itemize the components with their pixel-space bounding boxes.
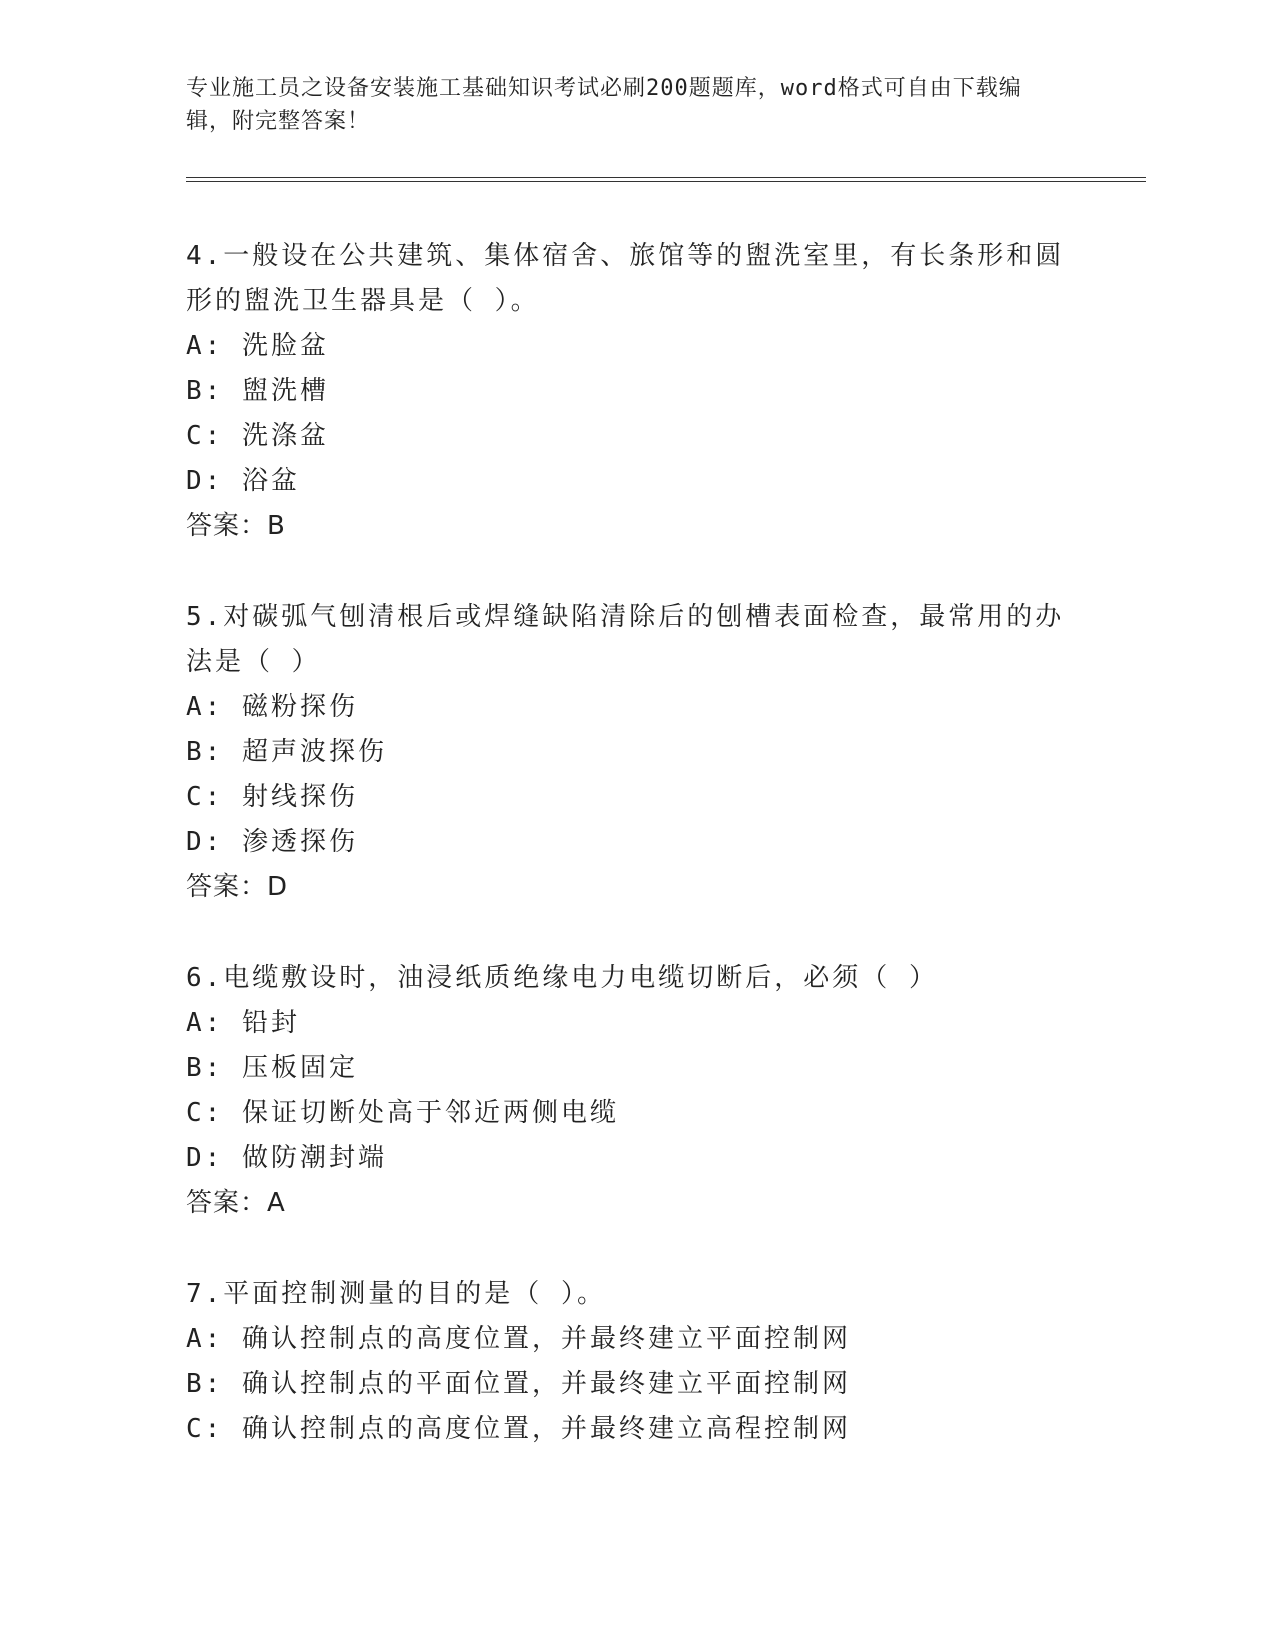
option-a: A: 洗脸盆 [186, 331, 329, 361]
option-b: B: 确认控制点的平面位置，并最终建立平面控制网 [186, 1369, 851, 1399]
document-header: 专业施工员之设备安装施工基础知识考试必刷200题题库，word格式可自由下载编辑，附完整答案！ [186, 76, 1022, 134]
option-d: D: 做防潮封端 [186, 1143, 387, 1173]
option-b: B: 超声波探伤 [186, 737, 387, 767]
question-7 [186, 1272, 1066, 1452]
option-d: D: 渗透探伤 [186, 827, 358, 857]
question-stem: 5.对碳弧气刨清根后或焊缝缺陷清除后的刨槽表面检查，最常用的办法是（ ） [186, 602, 1065, 677]
question-stem: 7.平面控制测量的目的是（ ）。 [186, 1279, 606, 1309]
question-stem: 4.一般设在公共建筑、集体宿舍、旅馆等的盥洗室里，有长条形和圆形的盥洗卫生器具是（ ）。 [186, 241, 1065, 316]
answer: 答案：A [186, 1188, 286, 1218]
option-c: C: 射线探伤 [186, 782, 358, 812]
question-5 [186, 595, 1066, 910]
answer: 答案：D [186, 872, 289, 902]
option-b: B: 盥洗槽 [186, 376, 329, 406]
header-divider [186, 177, 1146, 182]
option-b: B: 压板固定 [186, 1053, 358, 1083]
option-d: D: 浴盆 [186, 466, 300, 496]
answer: 答案：B [186, 511, 286, 541]
option-a: A: 铅封 [186, 1008, 300, 1038]
question-stem: 6.电缆敷设时，油浸纸质绝缘电力电缆切断后，必须（ ） [186, 963, 938, 993]
option-c: C: 保证切断处高于邻近两侧电缆 [186, 1098, 619, 1128]
question-4 [186, 234, 1066, 549]
option-c: C: 确认控制点的高度位置，并最终建立高程控制网 [186, 1414, 851, 1444]
question-list [186, 234, 1066, 1498]
document-page [186, 0, 1146, 1650]
question-6 [186, 956, 1066, 1226]
option-a: A: 确认控制点的高度位置，并最终建立平面控制网 [186, 1324, 851, 1354]
option-c: C: 洗涤盆 [186, 421, 329, 451]
option-a: A: 磁粉探伤 [186, 692, 358, 722]
